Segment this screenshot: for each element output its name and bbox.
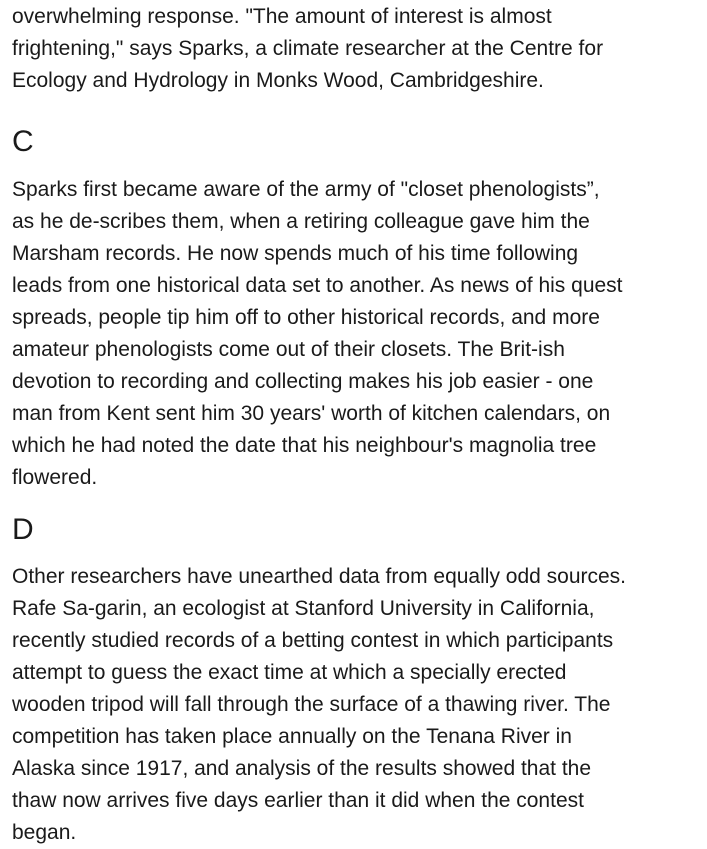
- intro-paragraph: overwhelming response. "The amount of interest is almost frightening," says Sparks, a climate researcher at the Centre for Ecology and Hydrology in Monks Wood, Cambridgeshire.: [12, 5, 604, 92]
- section-heading-d: D: [12, 513, 34, 546]
- section-heading-c: C: [12, 125, 34, 158]
- section-paragraph-d: Other researchers have unearthed data from equally odd sources. Rafe Sa-garin, an ecologist at Stanford University in California, recently studied records of a betting contest in which participants attempt to guess the exact time at which a specially erected wooden tripod will fall through the surface of a thawing river. The competition has taken place annually on the Tenana River in Alaska since 1917, and analysis of the results showed that the thaw now arrives five days earlier than it did when the contest began.: [12, 565, 627, 844]
- section-paragraph-c: Sparks first became aware of the army of "closet phenologists”, as he de-scribes them, when a retiring colleague gave him the Marsham records. He now spends much of his time following leads from one historical data set to another. As news of his quest spreads, people tip him off to other historical records, and more amateur phenologists come out of their closets. The Brit-ish devotion to recording and collecting makes his job easier - one man from Kent sent him 30 years' worth of kitchen calendars, on which he had noted the date that his neighbour's magnolia tree flowered.: [12, 178, 623, 489]
